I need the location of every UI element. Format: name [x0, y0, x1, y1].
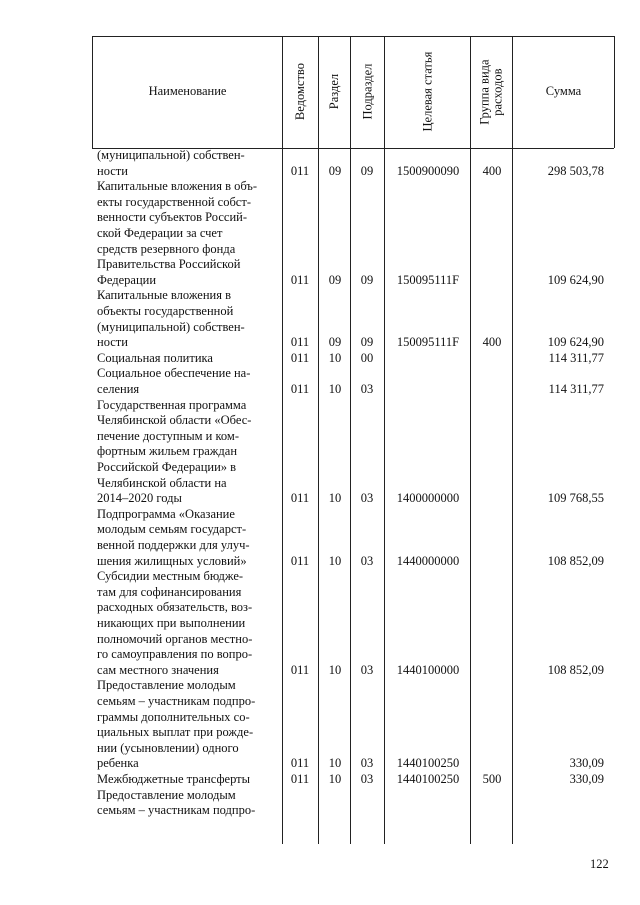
header-gruppa-label	[478, 59, 504, 124]
row-name-line: ности	[97, 163, 128, 178]
header-celevaya	[385, 36, 470, 148]
row-name-line: Федерации	[97, 272, 157, 287]
table-row	[0, 288, 640, 350]
header-podrazdel-label: Подраздел	[359, 64, 374, 120]
row-gruppa: 400	[482, 163, 502, 178]
row-name	[97, 148, 277, 179]
row-name-line: го самоуправления по вопро-	[97, 647, 253, 662]
row-name	[97, 366, 277, 397]
row-podrazdel: 03	[360, 491, 374, 506]
row-name	[97, 569, 277, 678]
header-celevaya-label: Целевая статья	[419, 52, 434, 132]
header-vedomstvo-label: Ведомство	[292, 63, 307, 121]
row-summa: 109 624,90	[547, 335, 604, 350]
row-razdel: 09	[328, 335, 342, 350]
table-row	[0, 366, 640, 397]
header-gruppa-line2: расходов	[490, 68, 505, 116]
row-name-line: нии (усыновлении) одного	[97, 740, 239, 755]
row-vedomstvo: 011	[290, 491, 310, 506]
row-summa: 108 852,09	[547, 553, 604, 568]
row-name-line: ребенка	[97, 756, 139, 771]
row-name-line: Правительства Российской	[97, 257, 241, 272]
row-celevaya: 1440100250	[396, 772, 460, 786]
row-vedomstvo: 011	[290, 553, 310, 568]
row-name-line: Социальная политика	[97, 350, 213, 365]
row-celevaya: 1440100000	[396, 662, 460, 677]
header-summa	[513, 36, 614, 148]
row-name-line: екты государственной собст-	[97, 194, 251, 209]
column-border	[614, 36, 615, 148]
row-name-line: расходных обязательств, воз-	[97, 600, 253, 615]
row-name-line: полномочий органов местно-	[97, 631, 253, 646]
row-podrazdel: 09	[360, 335, 374, 350]
row-podrazdel: 09	[360, 272, 374, 287]
table-row	[0, 678, 640, 772]
row-name-line: Предоставление молодым	[97, 678, 236, 693]
row-summa: 109 768,55	[547, 491, 604, 506]
table-row	[0, 351, 640, 367]
row-vedomstvo: 011	[290, 272, 310, 287]
row-name	[97, 678, 277, 772]
row-name	[97, 288, 277, 350]
row-celevaya: 1440100250	[396, 756, 460, 771]
row-name	[97, 351, 277, 367]
row-vedomstvo: 011	[290, 381, 310, 396]
row-vedomstvo: 011	[290, 772, 310, 786]
row-name-line: ности	[97, 335, 128, 350]
row-celevaya: 1500900090	[396, 163, 460, 178]
row-name	[97, 179, 277, 288]
header-razdel-label: Раздел	[326, 74, 341, 110]
row-name-line: средств резервного фонда	[97, 241, 236, 256]
row-name-line: Субсидии местным бюдже-	[97, 569, 244, 584]
row-name-line: Челябинской области на	[97, 475, 227, 490]
row-podrazdel: 03	[360, 756, 374, 771]
row-name-line: селения	[97, 381, 140, 396]
table-row	[0, 788, 640, 819]
table-row	[0, 179, 640, 288]
row-name-line: (муниципальной) собствен-	[97, 148, 245, 162]
row-celevaya: 1440000000	[396, 553, 460, 568]
row-razdel: 10	[328, 491, 342, 506]
row-name-line: 2014–2020 годы	[97, 491, 182, 506]
row-name-line: Подпрограмма «Оказание	[97, 506, 235, 521]
row-summa: 109 624,90	[547, 272, 604, 287]
header-razdel	[319, 36, 350, 148]
row-summa: 298 503,78	[547, 163, 604, 178]
row-name	[97, 398, 277, 507]
row-razdel: 10	[328, 350, 342, 365]
row-name-line: венности субъектов Россий-	[97, 210, 247, 225]
row-summa: 114 311,77	[548, 350, 604, 365]
row-vedomstvo: 011	[290, 335, 310, 350]
row-name	[97, 507, 277, 569]
row-summa: 330,09	[569, 756, 604, 771]
row-name-line: никающих при выполнении	[97, 615, 246, 630]
row-podrazdel: 03	[360, 772, 374, 786]
row-name-line: граммы дополнительных со-	[97, 709, 250, 724]
row-vedomstvo: 011	[290, 662, 310, 677]
header-podrazdel	[351, 36, 384, 148]
row-razdel: 10	[328, 381, 342, 396]
row-name-line: Капитальные вложения в объ-	[97, 179, 258, 194]
row-celevaya: 150095111F	[396, 335, 460, 350]
row-name-line: Российской Федерации» в	[97, 459, 237, 474]
row-name-line: Предоставление молодым	[97, 787, 236, 802]
row-name-line: там для софинансирования	[97, 584, 242, 599]
table-row	[0, 398, 640, 507]
row-name-line: семьям – участникам подпро-	[97, 803, 256, 818]
row-vedomstvo: 011	[290, 756, 310, 771]
row-name-line: венной поддержки для улуч-	[97, 537, 250, 552]
row-name-line: объекты государственной	[97, 303, 234, 318]
row-podrazdel: 00	[360, 350, 374, 365]
row-razdel: 09	[328, 272, 342, 287]
header-vedomstvo	[283, 36, 318, 148]
row-summa: 108 852,09	[547, 662, 604, 677]
row-podrazdel: 03	[360, 553, 374, 568]
row-razdel: 10	[328, 772, 342, 786]
row-celevaya: 150095111F	[396, 272, 460, 287]
row-name-line: молодым семьям государст-	[97, 522, 247, 537]
table-row	[0, 148, 640, 179]
header-gruppa-line1: Группа вида	[477, 59, 492, 125]
header-summa-label: Сумма	[545, 84, 582, 99]
row-name-line: шения жилищных условий»	[97, 553, 247, 568]
header-name	[93, 36, 282, 148]
header-name-label: Наименование	[148, 84, 227, 99]
row-summa: 114 311,77	[548, 381, 604, 396]
row-name-line: Социальное обеспечение на-	[97, 366, 251, 381]
row-name-line: ской Федерации за счет	[97, 225, 223, 240]
row-razdel: 10	[328, 553, 342, 568]
row-name	[97, 788, 277, 819]
header-gruppa	[471, 36, 512, 148]
row-name-line: Капитальные вложения в	[97, 288, 231, 303]
row-name-line: печение доступным и ком-	[97, 428, 239, 443]
row-name-line: фортным жильем граждан	[97, 444, 238, 459]
row-razdel: 10	[328, 662, 342, 677]
row-name	[97, 772, 277, 788]
page-number: 122	[590, 857, 609, 871]
table-row	[0, 507, 640, 569]
table-row	[0, 772, 640, 788]
row-podrazdel: 03	[360, 381, 374, 396]
row-celevaya: 1400000000	[396, 491, 460, 506]
row-name-line: Межбюджетные трансферты	[97, 772, 251, 786]
row-vedomstvo: 011	[290, 163, 310, 178]
row-razdel: 09	[328, 163, 342, 178]
row-gruppa: 400	[482, 335, 502, 350]
row-name-line: Челябинской области «Обес-	[97, 413, 252, 428]
row-razdel: 10	[328, 756, 342, 771]
table-row	[0, 569, 640, 678]
row-name-line: (муниципальной) собствен-	[97, 319, 245, 334]
row-podrazdel: 03	[360, 662, 374, 677]
row-vedomstvo: 011	[290, 350, 310, 365]
row-gruppa: 500	[482, 772, 502, 786]
row-name-line: циальных выплат при рожде-	[97, 725, 254, 740]
row-name-line: сам местного значения	[97, 662, 219, 677]
row-name-line: Государственная программа	[97, 397, 247, 412]
row-summa: 330,09	[569, 772, 604, 786]
row-name-line: семьям – участникам подпро-	[97, 693, 256, 708]
row-podrazdel: 09	[360, 163, 374, 178]
